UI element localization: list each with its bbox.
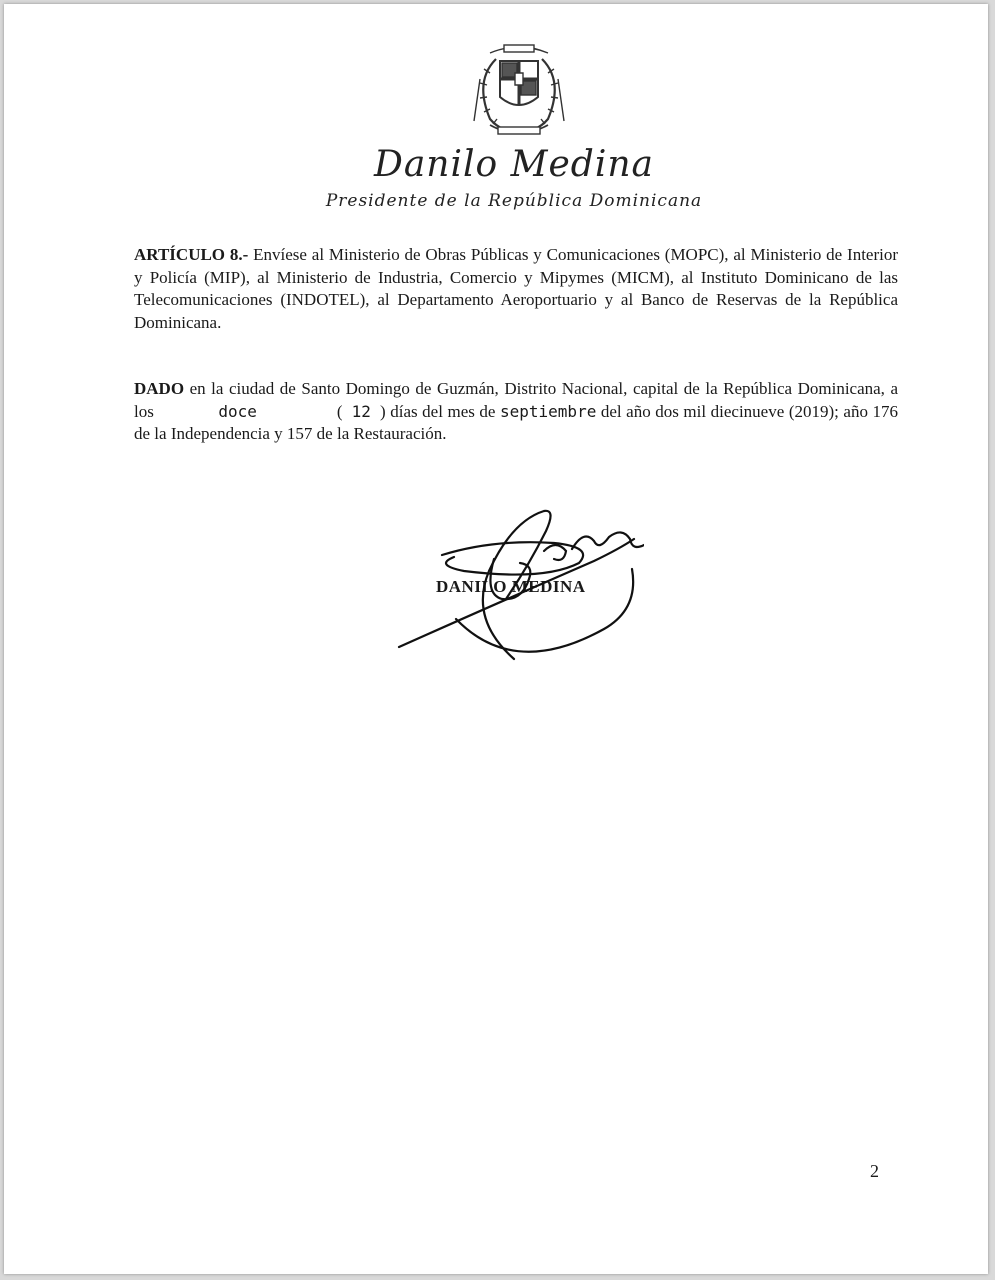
article-label: ARTÍCULO 8.-	[134, 245, 249, 264]
letterhead-name: Danilo Medina	[373, 144, 655, 185]
article-text: Envíese al Ministerio de Obras Públicas y Comunicaciones (MOPC), al Ministerio de Interior y Policía (MIP), al Ministerio de Industria, Comercio y Mipymes (MICM), al Instituto Dominicano de las Telecomunicaciones (INDOTEL), al Departamento Aeroportuario y al Banco de Reservas de la República Dominicana.	[134, 245, 899, 332]
day-words-field: doce	[218, 401, 257, 421]
day-number-field: 12	[351, 401, 371, 421]
handwritten-signature	[394, 499, 644, 674]
page-number: 2	[870, 1161, 879, 1181]
document-page	[4, 4, 988, 1274]
dado-paragraph: DADO en la ciudad de Santo Domingo de Guzmán, Distrito Nacional, capital de la República Dominicana, a los doce ( 12 ) días del mes de septiembre del año dos mil diecinueve (2019); año 176 de la Independencia y 157 de la Restauración.	[134, 379, 898, 443]
dado-label: DADO	[134, 379, 185, 398]
dado-text-after: del año dos mil diecinueve (2019); año 176 de la Independencia y 157 de la Restauración.	[134, 401, 898, 443]
month-field: septiembre	[500, 401, 597, 421]
dado-text-middle: días del mes de	[390, 401, 496, 421]
dado-text-before: en la ciudad de Santo Domingo de Guzmán, Distrito Nacional, capital de la República Dominicana, a los	[134, 379, 898, 421]
signatory-name: DANILO MEDINA	[436, 577, 586, 596]
article-paragraph	[134, 244, 898, 334]
letterhead-title: Presidente de la República Dominicana	[325, 191, 703, 211]
coat-of-arms-seal	[460, 39, 578, 144]
